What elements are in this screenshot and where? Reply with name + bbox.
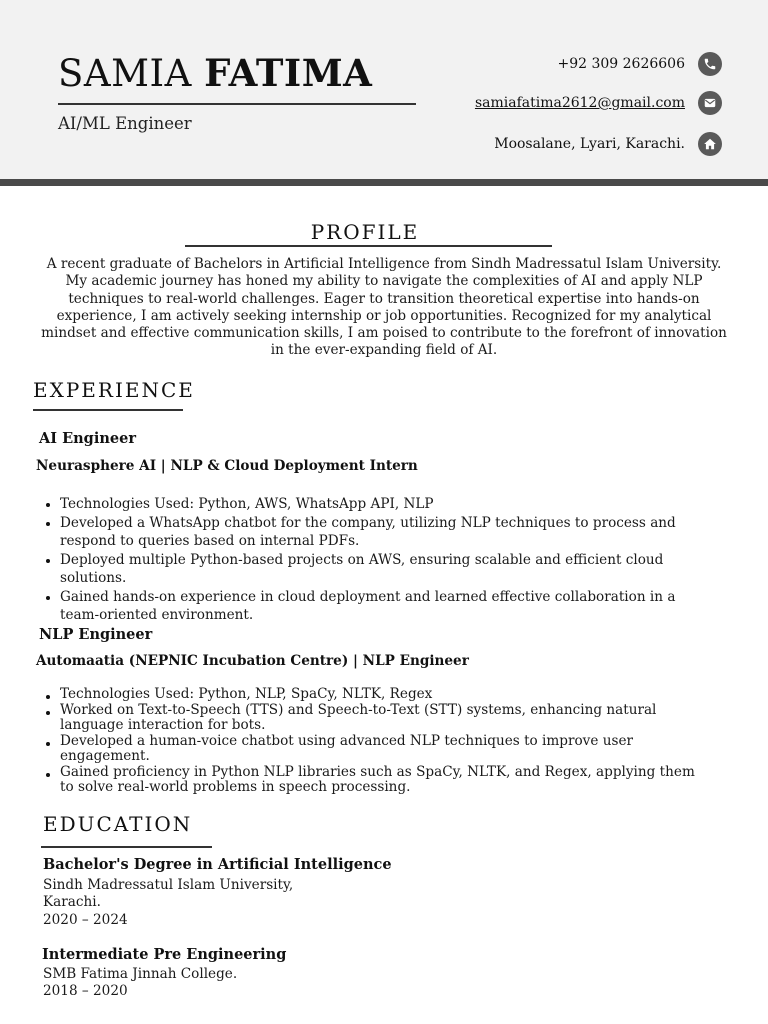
last-name: FATIMA — [204, 51, 373, 95]
first-name: SAMIA — [58, 52, 192, 95]
education-rule — [41, 846, 212, 848]
experience-heading: EXPERIENCE — [33, 378, 195, 402]
phone-icon — [698, 52, 722, 76]
list-item: Technologies Used: Python, AWS, WhatsApp API, NLP — [60, 495, 710, 514]
mail-icon — [698, 91, 722, 115]
job-title: AI/ML Engineer — [58, 114, 192, 133]
job-company-2: Automaatia (NEPNIC Incubation Centre) | NLP Engineer — [36, 653, 469, 669]
edu-years-2: 2018 – 2020 — [43, 983, 128, 999]
job-bullets-1 — [60, 495, 710, 625]
edu-degree-1: Bachelor's Degree in Artificial Intelligence — [43, 856, 392, 873]
home-icon — [698, 132, 722, 156]
list-item: Technologies Used: Python, NLP, SpaCy, NLTK, Regex — [60, 687, 710, 703]
edu-institution-1-city: Karachi. — [43, 894, 101, 910]
name-underline — [58, 103, 416, 105]
experience-rule — [33, 409, 183, 411]
list-item: Gained proficiency in Python NLP libraries such as SpaCy, NLTK, and Regex, applying them to solve real-world problems in speech processing. — [60, 765, 710, 796]
address-text: Moosalane, Lyari, Karachi. — [494, 136, 685, 152]
contact-phone — [557, 52, 722, 76]
phone-number: +92 309 2626606 — [557, 56, 685, 72]
job-role-2: NLP Engineer — [39, 626, 153, 643]
contact-address — [494, 132, 722, 156]
job-role-1: AI Engineer — [39, 430, 136, 447]
profile-summary: A recent graduate of Bachelors in Artificial Intelligence from Sindh Madressatul Islam University. My academic journey has honed my ability to navigate the complexities of AI and apply NLP techniques to real-world challenges. Eager to transition theoretical expertise into hands-on experience, I am actively seeking internship or job opportunities. Recognized for my analytical mindset and effective communication skills, I am poised to contribute to the forefront of innovation in the ever-expanding field of AI. — [41, 256, 727, 359]
candidate-name — [58, 52, 372, 96]
list-item: Gained hands-on experience in cloud deployment and learned effective collaboration in a team-oriented environment. — [60, 588, 710, 625]
email-link[interactable]: samiafatima2612@gmail.com — [474, 95, 685, 111]
job-bullets-2 — [60, 687, 710, 796]
contact-email — [475, 91, 722, 115]
profile-heading: PROFILE — [310, 220, 420, 244]
edu-institution-2: SMB Fatima Jinnah College. — [43, 966, 238, 982]
edu-degree-2: Intermediate Pre Engineering — [42, 946, 287, 963]
list-item: Worked on Text-to-Speech (TTS) and Speech-to-Text (STT) systems, enhancing natural language interaction for bots. — [60, 703, 710, 734]
job-company-1: Neurasphere AI | NLP & Cloud Deployment Intern — [36, 458, 418, 474]
edu-institution-1: Sindh Madressatul Islam University, — [43, 877, 294, 893]
list-item: Developed a WhatsApp chatbot for the company, utilizing NLP techniques to process and respond to queries based on internal PDFs. — [60, 514, 710, 551]
list-item: Deployed multiple Python-based projects on AWS, ensuring scalable and efficient cloud solutions. — [60, 551, 710, 588]
header-divider — [0, 179, 768, 186]
list-item: Developed a human-voice chatbot using advanced NLP techniques to improve user engagement. — [60, 734, 710, 765]
profile-rule — [185, 245, 552, 247]
edu-years-1: 2020 – 2024 — [43, 912, 128, 928]
education-heading: EDUCATION — [43, 812, 193, 836]
